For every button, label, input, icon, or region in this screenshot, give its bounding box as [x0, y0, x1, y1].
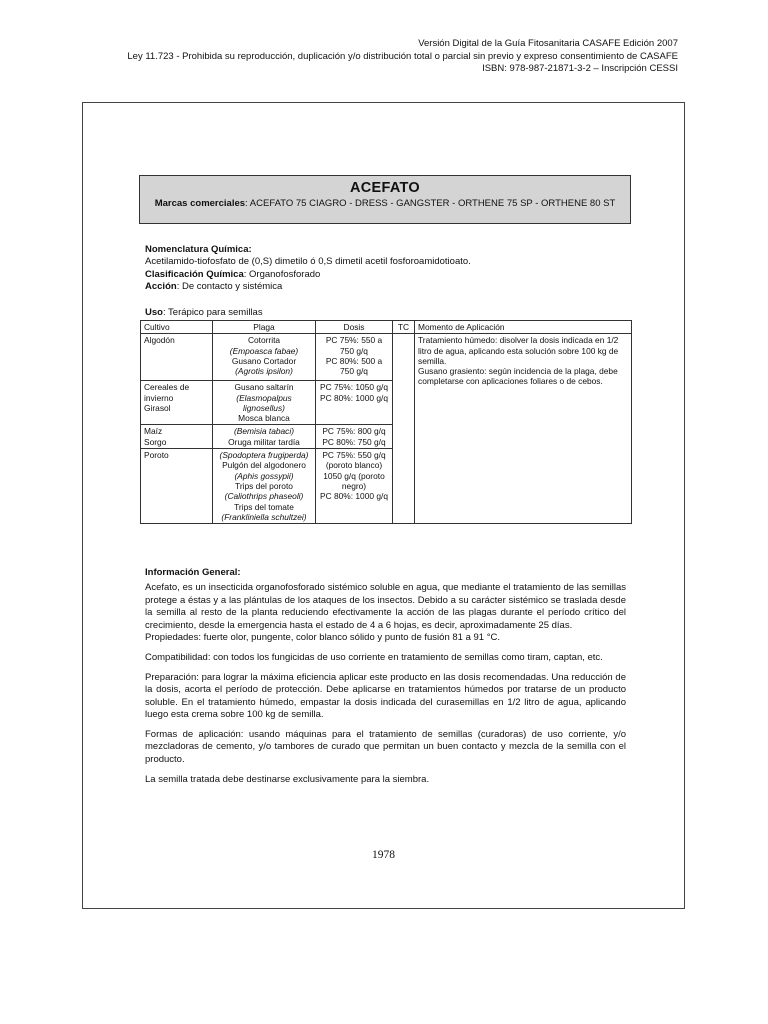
dosis-cell — [316, 334, 393, 381]
col-header-momento: Momento de Aplicación — [415, 321, 632, 334]
header-line-1: Versión Digital de la Guía Fitosanitaria CASAFE Edición 2007 — [418, 38, 678, 49]
dosis-cell — [316, 449, 393, 524]
info-paragraph: Compatibilidad: con todos los fungicidas de uso corriente en tratamiento de semillas como tiram, captan, etc. — [145, 651, 603, 663]
page-header — [127, 38, 678, 76]
plaga-item: Trips del tomate — [234, 501, 294, 512]
plaga-item: (Aphis gossypii) — [234, 470, 294, 481]
plaga-item: Oruga militar tardía — [228, 436, 300, 447]
cultivo-cell — [141, 334, 213, 381]
nomenclatura-value: Acetilamido-tiofosfato de (0,S) dimetilo ó 0,S dimetil acetil fosforoamidotioato. — [145, 256, 471, 268]
dosis-item: PC 75%: 550 a 750 g/q — [325, 335, 383, 356]
page-number: 1978 — [372, 849, 395, 861]
plaga-cell — [213, 381, 316, 425]
header-line-2: Ley 11.723 - Prohibida su reproducción, duplicación y/o distribución total o parcial sin previo y expreso consentimiento de CASAFE — [127, 50, 678, 62]
title-box — [139, 175, 631, 224]
general-info — [145, 567, 626, 794]
clasificacion-label: Clasificación Química — [145, 268, 244, 280]
plaga-item: Gusano saltarín — [234, 382, 294, 393]
plaga-item: Gusano Cortador — [231, 355, 297, 366]
col-header-tc: TC — [393, 321, 415, 334]
header-line-3: ISBN: 978-987-21871-3-2 – Inscripción CESSI — [482, 63, 678, 74]
plaga-item: (Frankliniella schultzei) — [221, 511, 307, 522]
nomenclatura-label: Nomenclatura Química: — [145, 244, 252, 255]
accion-value: : De contacto y sistémica — [176, 281, 283, 293]
uso-value: : Terápico para semillas — [162, 307, 263, 318]
plaga-item: Trips del poroto — [235, 480, 293, 491]
uso-line — [145, 307, 263, 319]
table-header-row — [141, 321, 632, 334]
col-header-plaga: Plaga — [213, 321, 316, 334]
plaga-cell — [213, 334, 316, 381]
brands-label: Marcas comerciales — [154, 198, 246, 209]
dosis-item: PC 75%: 800 g/q — [322, 426, 386, 437]
cultivo-item: Poroto — [144, 450, 169, 461]
plaga-item: (Bemisia tabaci) — [233, 426, 295, 437]
col-header-cultivo: Cultivo — [141, 321, 213, 334]
dosis-item: PC 80%: 500 a 750 g/q — [325, 355, 383, 377]
brands-line — [152, 198, 618, 209]
info-paragraph: Propiedades: fuerte olor, pungente, color blanco sólido y punto de fusión 81 a 91 °C. — [145, 632, 501, 644]
info-paragraph: Preparación: para lograr la máxima eficiencia aplicar este producto en las dosis recomendadas. Una reducción de la dosis, acorta el período de protección. Debe aplicarse en tratamientos húmedos por tratarse de un producto soluble. En el tratamiento húmedo, empastar la dosis indicada del curasemillas en 1/2 litro de agua, aplicando luego esta crema sobre 100 kg de semilla. — [145, 671, 626, 721]
dosis-item: PC 80%: 750 g/q — [322, 436, 386, 447]
cultivo-item: Cereales de invierno — [144, 382, 190, 403]
plaga-item: Mosca blanca — [238, 413, 290, 424]
page-title: ACEFATO — [349, 180, 421, 196]
col-header-dosis: Dosis — [316, 321, 393, 334]
dosis-item: PC 80%: 1000 g/q — [320, 491, 388, 502]
dosis-cell — [316, 425, 393, 449]
dosis-item: PC 75%: 550 g/q (poroto blanco) 1050 g/q (poroto negro) — [322, 450, 386, 491]
plaga-item: (Spodoptera frugiperda) — [219, 450, 309, 461]
info-heading: Información General: — [145, 567, 241, 578]
info-paragraph: La semilla tratada debe destinarse exclusivamente para la siembra. — [145, 773, 430, 785]
cultivo-item: Sorgo — [144, 436, 167, 447]
cultivo-cell — [141, 425, 213, 449]
momento-cell — [415, 334, 632, 524]
brands-value: : ACEFATO 75 CIAGRO - DRESS - GANGSTER - ORTHENE 75 SP - ORTHENE 80 ST — [245, 198, 616, 209]
plaga-item: Cotorrita — [247, 335, 281, 346]
dosis-item: PC 75%: 1050 g/q — [320, 382, 388, 393]
info-paragraph: Acefato, es un insecticida organofosforado sistémico soluble en agua, que mediante el tratamiento de las semillas protege a éstas y a las plántulas de los ataques de los insectos. Debido a su carácter sistémico se traslada desde la semilla al resto de la planta reduciendo efectivamente la acción de las plagas durante el período crítico del crecimiento, desde la emergencia hasta el estado de 4 a 6 hojas, es decir, aproximadamente 25 días. — [145, 582, 626, 631]
momento-item: Tratamiento húmedo: disolver la dosis indicada en 1/2 litro de agua, aplicando esta solución sobre 100 kg de semilla. — [418, 335, 619, 366]
plaga-item: (Caliothrips phaseoli) — [224, 491, 304, 502]
momento-item: Gusano grasiento: según incidencia de la plaga, debe completarse con aplicaciones foliares o de cebos. — [418, 366, 618, 387]
plaga-item: (Agrotis ipsilon) — [235, 366, 293, 377]
cultivo-item: Girasol — [144, 402, 171, 413]
clasificacion-value: : Organofosforado — [243, 268, 321, 280]
cultivo-cell — [141, 449, 213, 524]
plaga-item: (Empoasca fabae) — [229, 345, 299, 356]
plaga-item: (Elasmopalpus lignosellus) — [236, 392, 292, 413]
plaga-item: Pulgón del algodonero — [222, 460, 306, 471]
tc-cell — [393, 334, 415, 524]
cultivo-cell — [141, 381, 213, 425]
dosage-table — [140, 320, 632, 524]
document-frame — [82, 102, 685, 909]
accion-label: Acción — [145, 281, 177, 293]
cultivo-item: Algodón — [144, 335, 175, 346]
cultivo-item: Maíz — [144, 426, 163, 437]
plaga-cell — [213, 425, 316, 449]
dosis-cell — [316, 381, 393, 425]
dosis-item: PC 80%: 1000 g/q — [320, 392, 388, 403]
chemistry-block — [145, 244, 471, 294]
uso-label: Uso — [145, 307, 163, 318]
info-paragraph: Formas de aplicación: usando máquinas para el tratamiento de semillas (curadoras) de uso corriente, y/o mezcladoras de cemento, y/o tambores de curado que permitan un buen contacto y mezcla de la semilla con el producto. — [145, 728, 626, 765]
table-row — [141, 334, 632, 381]
plaga-cell — [213, 449, 316, 524]
